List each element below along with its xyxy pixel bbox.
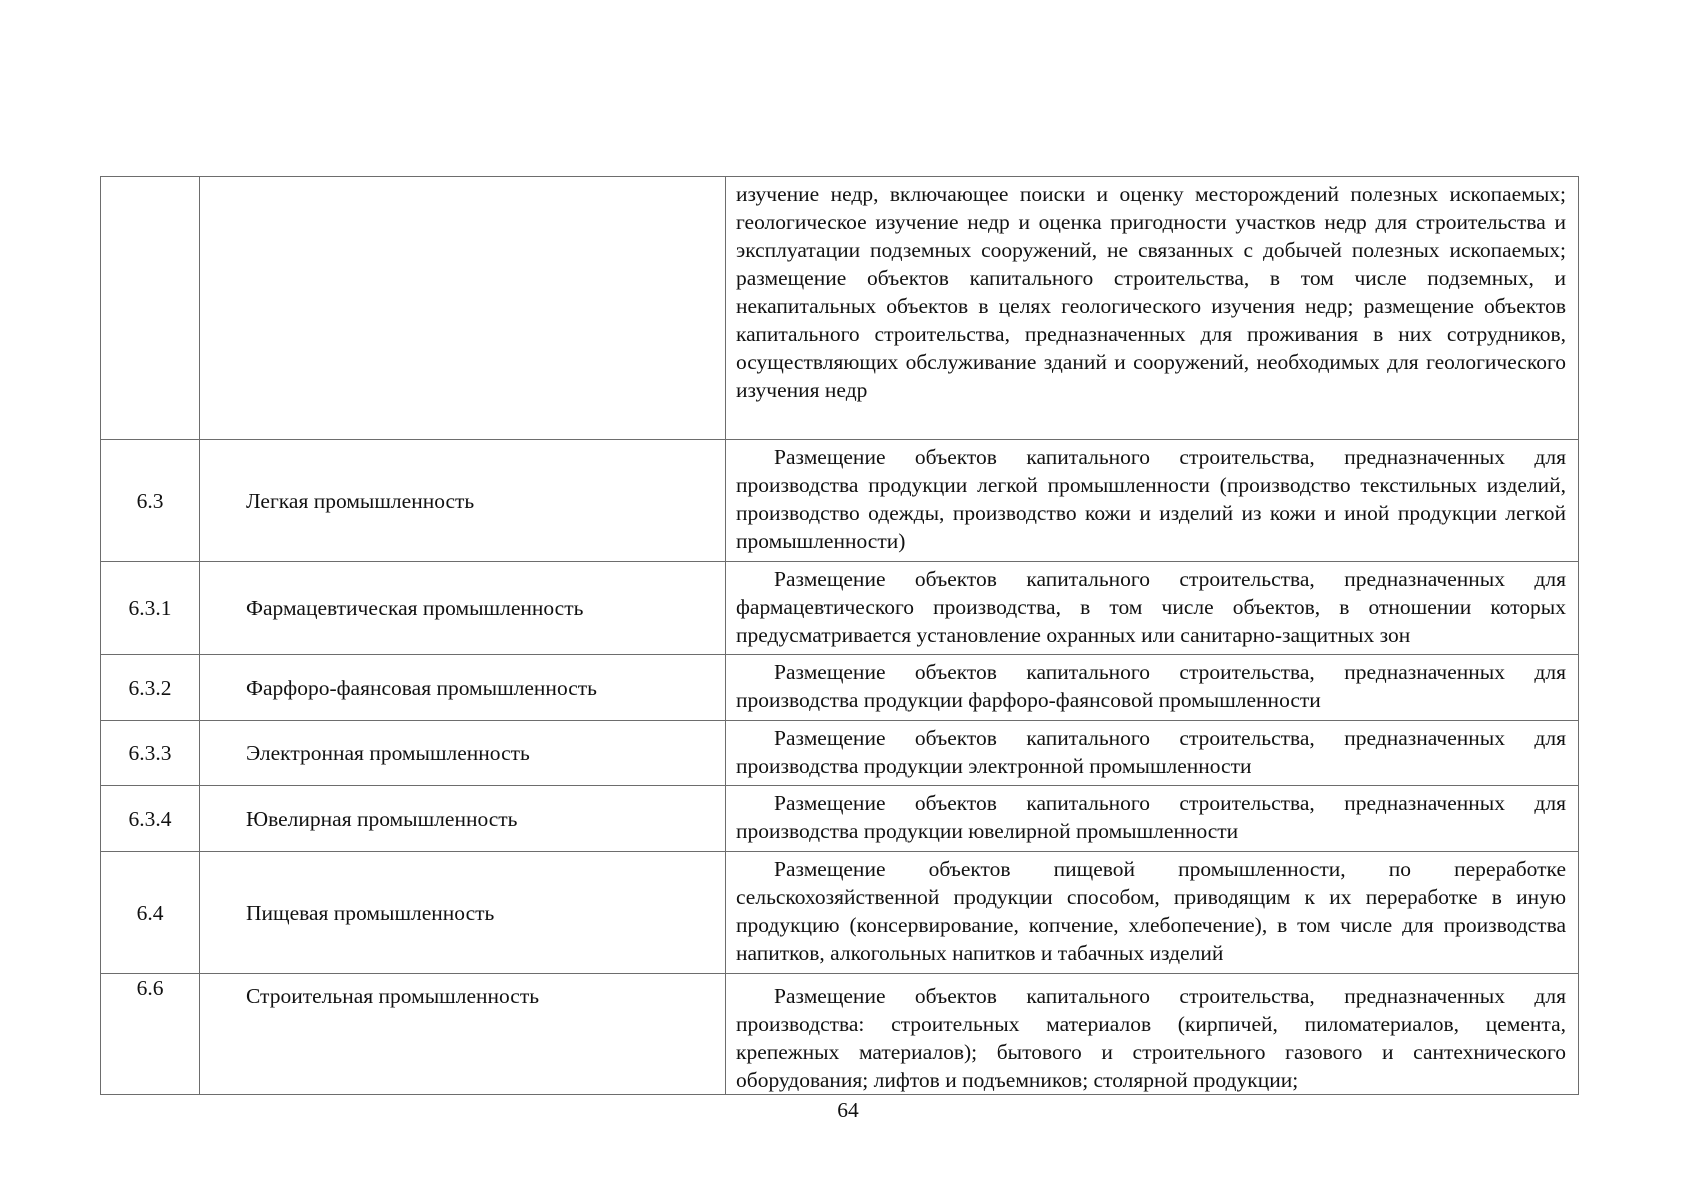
row-name [200, 562, 726, 655]
table-row [101, 852, 1579, 974]
row-code [101, 974, 200, 1095]
row-name-text: Электронная промышленность [246, 741, 530, 765]
table-row [101, 721, 1579, 786]
row-description-text: Размещение объектов капитального строительства, предназначенных для производства: строительных материалов (кирпичей, пиломатериалов, цемента, крепежных материалов); бытового и строительного газового и сантехнического оборудования; лифтов и подъемников; столярной продукции; [736, 984, 1566, 1092]
row-code-text: 6.4 [136, 900, 164, 925]
row-code [101, 655, 200, 721]
row-description-text: изучение недр, включающее поиски и оценку месторождений полезных ископаемых; геологическое изучение недр и оценка пригодности участков недр для строительства и эксплуатации подземных сооружений, не связанных с добычей полезных ископаемых; размещение объектов капитального строительства, в том числе подземных, и некапитальных объектов в целях геологического изучения недр; размещение объектов капитального строительства, предназначенных для проживания в них сотрудников, осуществляющих обслуживание зданий и сооружений, необходимых для геологического изучения недр [736, 182, 1566, 402]
row-description [726, 974, 1579, 1095]
row-description [726, 440, 1579, 562]
row-code [101, 786, 200, 852]
row-name-text: Ювелирная промышленность [246, 806, 518, 831]
row-code [101, 177, 200, 440]
row-description-text: Размещение объектов пищевой промышленности, по переработке сельскохозяйственной продукции способом, приводящим к их переработке в иную продукцию (консервирование, копчение, хлебопечение), в том числе для производства напитков, алкогольных напитков и табачных изделий [736, 857, 1566, 965]
row-code-text: 6.3.3 [128, 741, 172, 765]
row-code-text: 6.3.1 [128, 596, 172, 620]
row-name [200, 974, 726, 1095]
row-description [726, 562, 1579, 655]
row-name-text: Пищевая промышленность [246, 900, 495, 925]
row-description [726, 721, 1579, 786]
row-description-text: Размещение объектов капитального строительства, предназначенных для производства продукции ювелирной промышленности [736, 791, 1566, 843]
table-row [101, 440, 1579, 562]
row-description-text: Размещение объектов капитального строительства, предназначенных для производства продукции фарфоро-фаянсовой промышленности [736, 660, 1566, 712]
table-row [101, 655, 1579, 721]
row-name [200, 655, 726, 721]
row-code [101, 562, 200, 655]
row-name [200, 440, 726, 562]
row-code [101, 852, 200, 974]
row-code-text: 6.3.4 [128, 806, 172, 831]
row-code-text: 6.3 [136, 488, 164, 513]
row-description [726, 177, 1579, 440]
row-code [101, 440, 200, 562]
table-row [101, 177, 1579, 440]
row-name-text: Фармацевтическая промышленность [246, 596, 584, 620]
row-description-text: Размещение объектов капитального строительства, предназначенных для производства продукции электронной промышленности [736, 726, 1566, 778]
row-name [200, 721, 726, 786]
row-description [726, 786, 1579, 852]
row-description-text: Размещение объектов капитального строительства, предназначенных для фармацевтического производства, в том числе объектов, в отношении которых предусматривается установление охранных или санитарно-защитных зон [736, 567, 1566, 647]
classification-table [100, 176, 1579, 1095]
table-row [101, 562, 1579, 655]
row-description-text: Размещение объектов капитального строительства, предназначенных для производства продукции легкой промышленности (производство текстильных изделий, производство одежды, производство кожи и изделий из кожи и иной продукции легкой промышленности) [736, 445, 1566, 553]
row-name-text: Фарфоро-фаянсовая промышленность [246, 675, 597, 700]
table-row [101, 786, 1579, 852]
row-code-text: 6.6 [136, 976, 164, 1000]
row-name [200, 852, 726, 974]
row-name-text: Легкая промышленность [246, 488, 475, 513]
row-name [200, 786, 726, 852]
table-row [101, 974, 1579, 1095]
row-code [101, 721, 200, 786]
row-description [726, 852, 1579, 974]
row-code-text: 6.3.2 [128, 675, 172, 700]
page-number: 64 [837, 1098, 859, 1122]
row-name [200, 177, 726, 440]
row-name-text: Строительная промышленность [246, 984, 540, 1008]
row-description [726, 655, 1579, 721]
